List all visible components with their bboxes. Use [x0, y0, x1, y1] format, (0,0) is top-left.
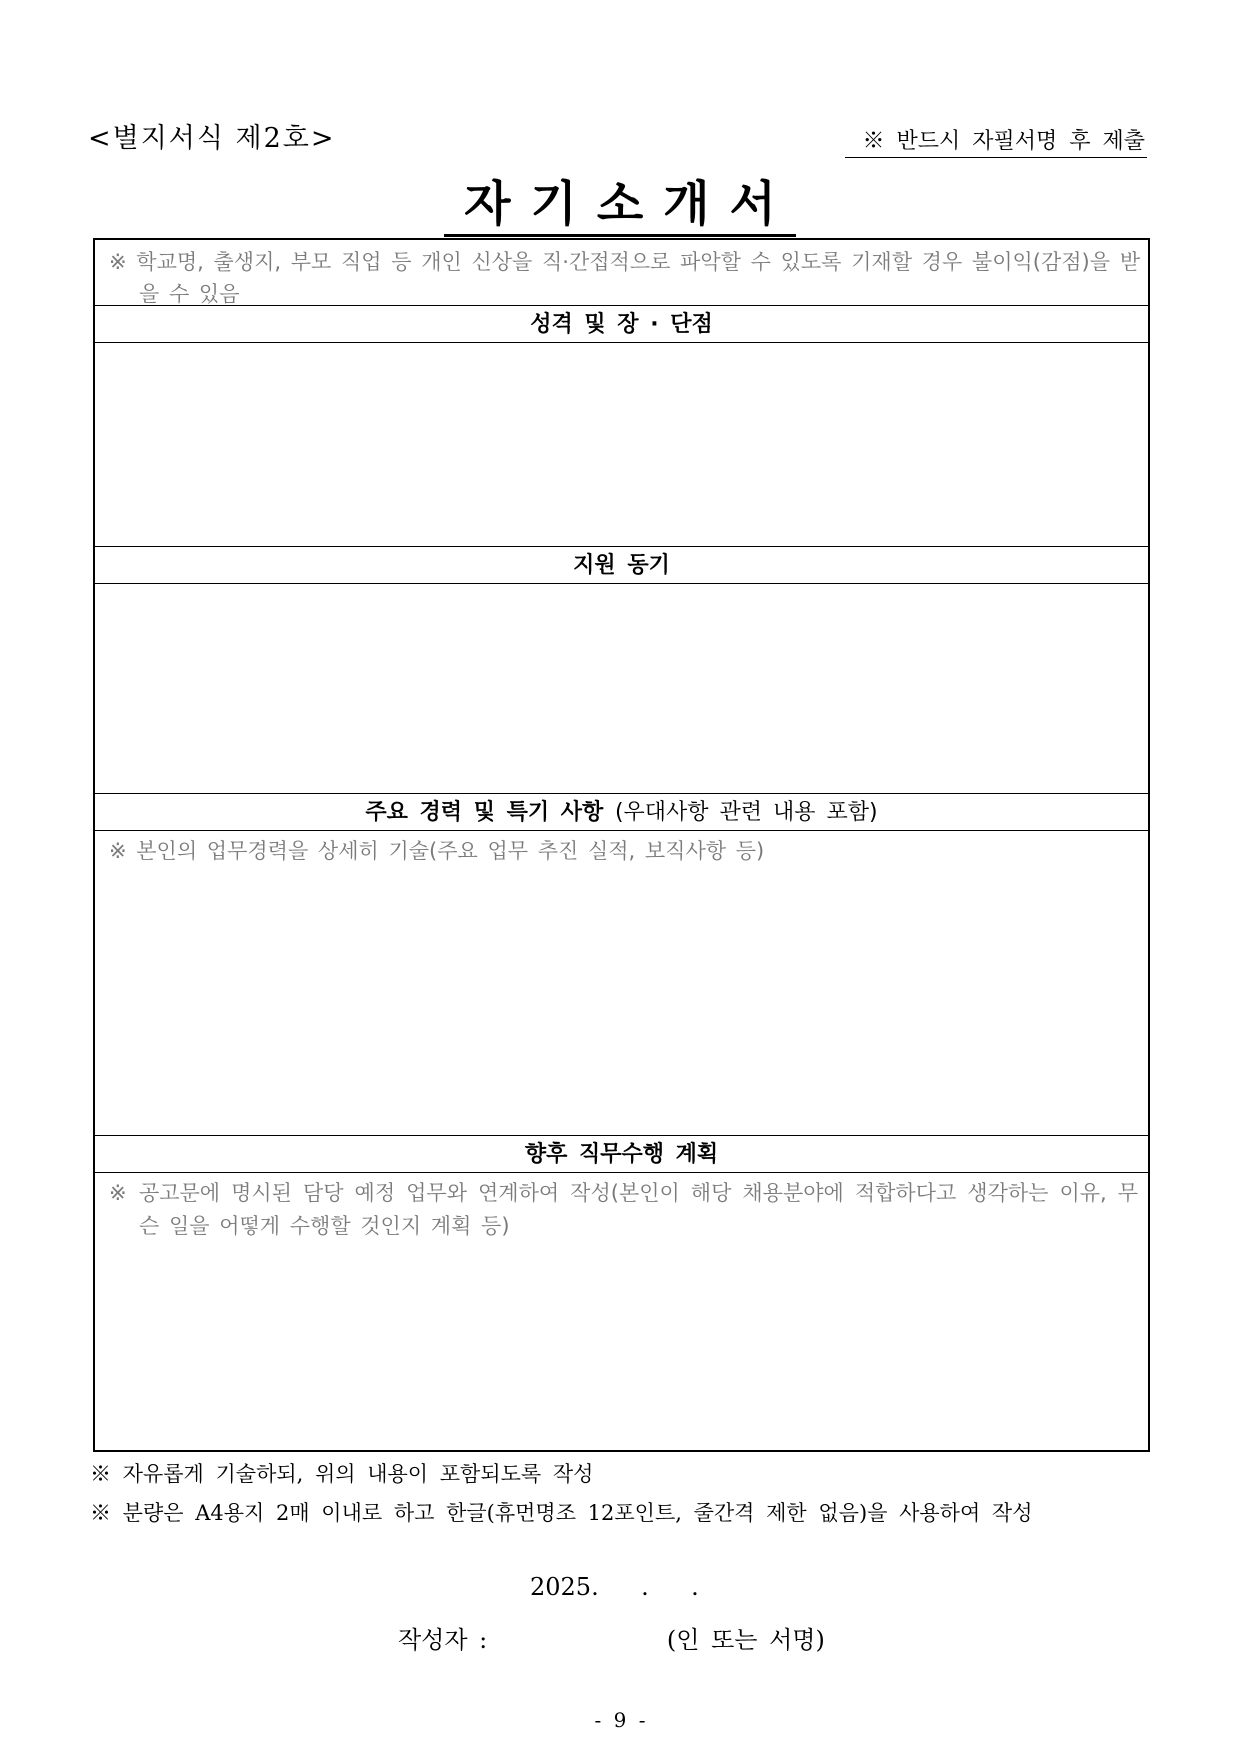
form-label: <별지서식 제2호>: [88, 123, 336, 154]
date-day-separator: .: [691, 1573, 699, 1601]
section-heading-text: 향후 직무수행 계획: [524, 1142, 719, 1167]
section-heading-motivation: [95, 546, 1148, 584]
section-body-job-plan[interactable]: [95, 1173, 1148, 1450]
section-body-career[interactable]: [95, 831, 1148, 1136]
date-month-separator: .: [641, 1573, 649, 1601]
self-introduction-form: [93, 238, 1150, 1452]
privacy-notice: ※ 학교명, 출생지, 부모 직업 등 개인 신상을 직·간접적으로 파악할 수 있도록 기재할 경우 불이익(감점)을 받을 수 있음: [95, 240, 1148, 306]
author-label: 작성자 :: [398, 1626, 488, 1654]
section-heading-text: 성격 및 장 · 단점: [530, 312, 713, 337]
section-body-motivation[interactable]: [95, 584, 1148, 794]
section-heading-job-plan: [95, 1135, 1148, 1173]
footnote-length-rule: ※ 분량은 A4용지 2매 이내로 하고 한글(휴먼명조 12포인트, 줄간격 제한 없음)을 사용하여 작성: [90, 1501, 1033, 1525]
section-body-personality[interactable]: [95, 343, 1148, 548]
footnote-free-writing: ※ 자유롭게 기술하되, 위의 내용이 포함되도록 작성: [90, 1462, 594, 1486]
page-number: - 9 -: [594, 1708, 646, 1732]
section-heading-text: 주요 경력 및 특기 사항: [365, 800, 604, 825]
section-heading-text: 지원 동기: [573, 553, 670, 578]
seal-or-signature-note: (인 또는 서명): [666, 1626, 825, 1654]
document-title-text: 자기소개서: [444, 176, 796, 237]
section-hint: ※ 본인의 업무경력을 상세히 기술(주요 업무 추진 실적, 보직사항 등): [109, 839, 765, 863]
document-title: [0, 165, 1240, 234]
section-hint: ※ 공고문에 명시된 담당 예정 업무와 연계하여 작성(본인이 해당 채용분야에 적합하다고 생각하는 이유, 무슨 일을 어떻게 수행할 것인지 계획 등): [109, 1181, 1138, 1238]
section-heading-career: [95, 793, 1148, 831]
section-subheading-text: (우대사항 관련 내용 포함): [614, 800, 878, 825]
section-heading-personality: [95, 305, 1148, 343]
date-year: 2025.: [530, 1573, 599, 1601]
date-line: [530, 1573, 699, 1601]
submit-note: ※ 반드시 자필서명 후 제출: [845, 124, 1148, 158]
signature-line: [398, 1620, 825, 1655]
